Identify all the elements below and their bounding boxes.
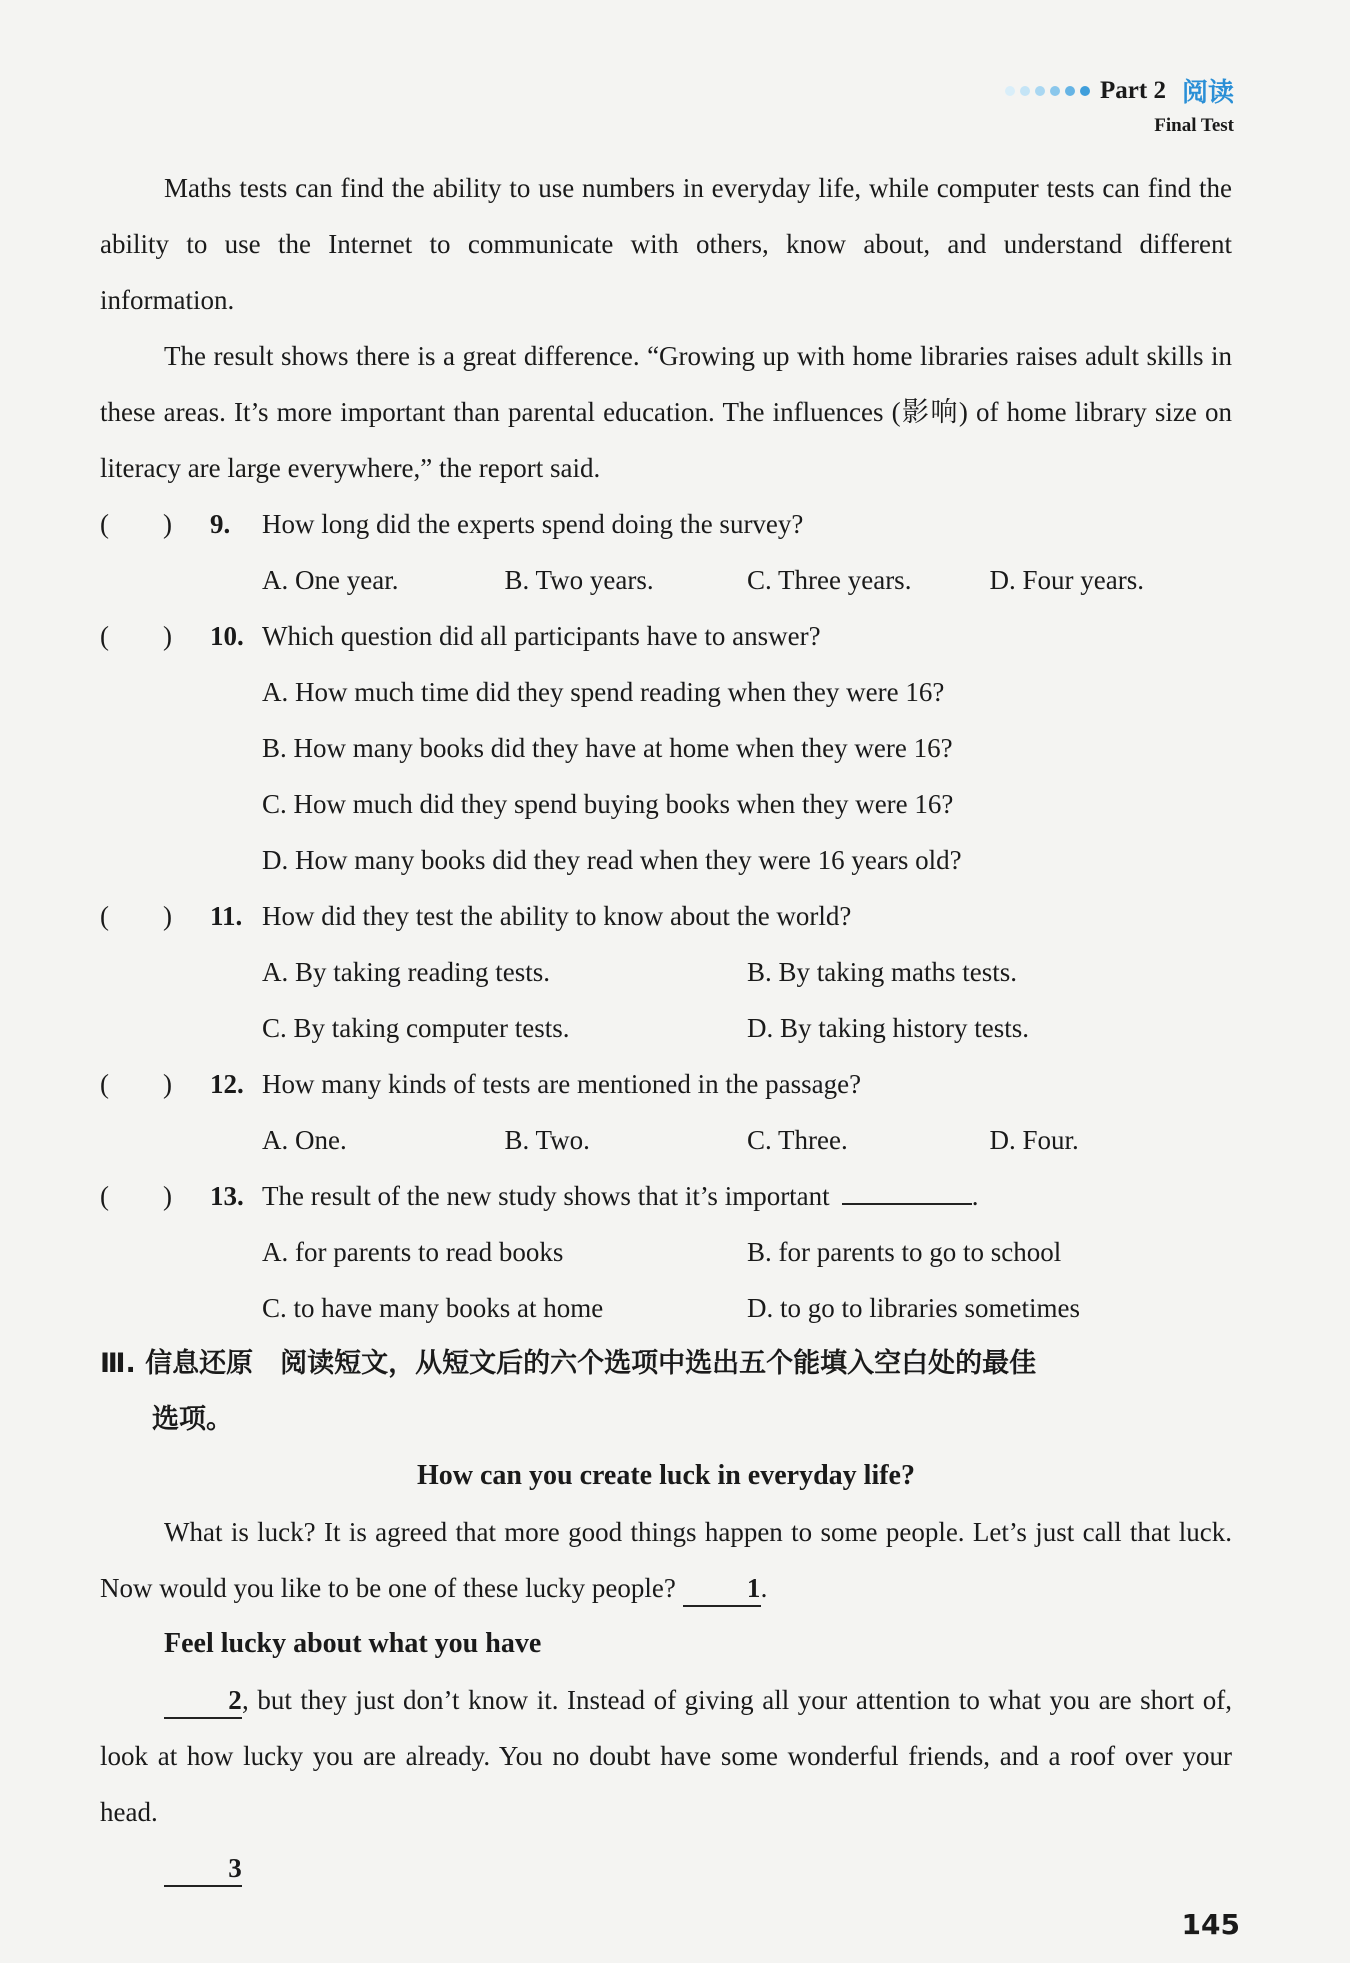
- option: D. By taking history tests.: [747, 1013, 1029, 1043]
- question-number: 12.: [210, 1069, 244, 1099]
- options-row: [262, 1280, 1232, 1336]
- option: B. for parents to go to school: [747, 1237, 1062, 1267]
- question-9: [100, 496, 1232, 552]
- answer-blank-1[interactable]: 1: [683, 1571, 761, 1607]
- question-13: [100, 1168, 1232, 1224]
- option: B. Two.: [504, 1125, 590, 1155]
- passage-title: How can you create luck in everyday life?: [417, 1460, 915, 1491]
- fill-in-blank[interactable]: [842, 1169, 972, 1205]
- passage-paragraph: Maths tests can find the ability to use numbers in everyday life, while computer tests can find the ability to use the Internet to communicate with others, know about, and understand different information.: [100, 173, 1232, 315]
- option: D. How many books did they read when they were 16 years old?: [262, 845, 962, 875]
- part-chinese-label: 阅读: [1181, 78, 1234, 108]
- question-number: 13.: [210, 1181, 244, 1211]
- final-test-label: Final Test: [1154, 115, 1234, 136]
- option: B. By taking maths tests.: [747, 957, 1017, 987]
- options-row: [262, 552, 1232, 608]
- paragraph-text: , but they just don’t know it. Instead of giving all your attention to what you are short of, look at how lucky you are already. You no doubt have some wonderful friends, and a roof over your head.: [100, 1685, 1232, 1827]
- question-stem: How many kinds of tests are mentioned in the passage?: [262, 1069, 862, 1099]
- answer-bracket[interactable]: ( ): [100, 901, 172, 931]
- question-stem: The result of the new study shows that it’s important: [262, 1181, 830, 1211]
- option: C. Three.: [747, 1125, 848, 1155]
- passage-paragraph: [100, 1840, 1232, 1896]
- options-row: [262, 1224, 1232, 1280]
- option: A. One year.: [262, 565, 399, 595]
- option: A. By taking reading tests.: [262, 957, 550, 987]
- option: C. How much did they spend buying books when they were 16?: [262, 789, 954, 819]
- passage-paragraph: The result shows there is a great difference. “Growing up with home libraries raises adult skills in these areas. It’s more important than parental education. The influences (影响) of home library size on literacy are large everywhere,” the report said.: [100, 341, 1232, 483]
- question-stem: How did they test the ability to know about the world?: [262, 901, 852, 931]
- answer-bracket[interactable]: ( ): [100, 509, 172, 539]
- answer-bracket[interactable]: ( ): [100, 621, 172, 651]
- passage-paragraph: [100, 1504, 1232, 1616]
- page-content: [100, 160, 1232, 1896]
- option: A. for parents to read books: [262, 1237, 564, 1267]
- option: B. Two years.: [504, 565, 654, 595]
- answer-bracket[interactable]: ( ): [100, 1181, 172, 1211]
- answer-blank-3[interactable]: 3: [164, 1851, 242, 1887]
- part-label: Part 2: [1100, 76, 1166, 104]
- stem-end-punctuation: .: [971, 1181, 979, 1211]
- option: C. to have many books at home: [262, 1293, 604, 1323]
- passage-paragraph: [100, 1672, 1232, 1840]
- page-header: [1005, 72, 1234, 137]
- option: A. How much time did they spend reading when they were 16?: [262, 677, 945, 707]
- question-number: 10.: [210, 621, 244, 651]
- options-row: [262, 944, 1232, 1000]
- question-stem: How long did the experts spend doing the survey?: [262, 509, 804, 539]
- page-number: 145: [1181, 1908, 1240, 1941]
- option: D. to go to libraries sometimes: [747, 1293, 1080, 1323]
- section-heading-line: 选项。: [152, 1404, 233, 1435]
- passage-subheading: Feel lucky about what you have: [164, 1628, 542, 1659]
- option: D. Four.: [989, 1125, 1079, 1155]
- option: D. Four years.: [989, 565, 1144, 595]
- question-number: 9.: [210, 509, 231, 539]
- paragraph-end: .: [760, 1573, 768, 1603]
- option: A. One.: [262, 1125, 347, 1155]
- answer-blank-2[interactable]: 2: [164, 1683, 242, 1719]
- question-10: [100, 608, 1232, 664]
- paragraph-text: What is luck? It is agreed that more good things happen to some people. Let’s just call that luck. Now would you like to be one of these lucky people?: [100, 1517, 1232, 1603]
- question-11: [100, 888, 1232, 944]
- answer-bracket[interactable]: ( ): [100, 1069, 172, 1099]
- question-number: 11.: [210, 901, 243, 931]
- decorative-dots-icon: [1005, 86, 1090, 96]
- section-heading: [100, 1336, 1232, 1448]
- section-heading-line: Ⅲ. 信息还原 阅读短文，从短文后的六个选项中选出五个能填入空白处的最佳: [100, 1348, 1037, 1379]
- option: C. Three years.: [747, 565, 912, 595]
- options-row: [262, 1112, 1232, 1168]
- option: B. How many books did they have at home when they were 16?: [262, 733, 953, 763]
- options-row: [262, 1000, 1232, 1056]
- question-12: [100, 1056, 1232, 1112]
- question-stem: Which question did all participants have to answer?: [262, 621, 821, 651]
- option: C. By taking computer tests.: [262, 1013, 570, 1043]
